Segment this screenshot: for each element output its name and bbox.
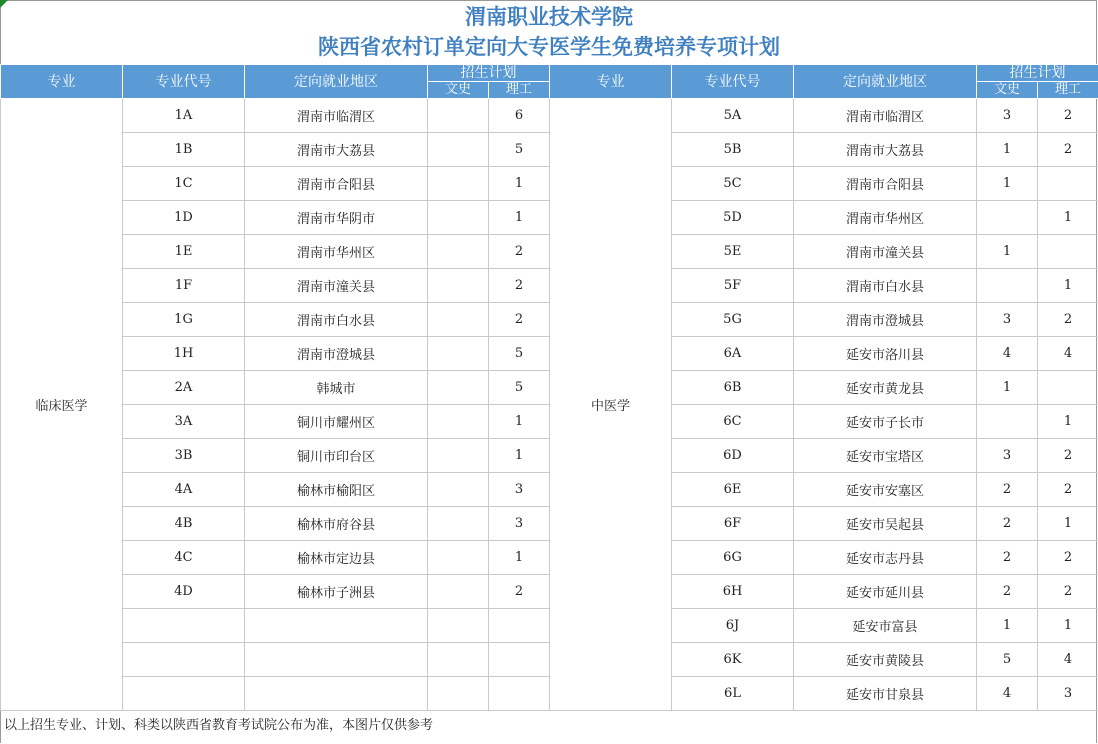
wenshi-cell (428, 541, 489, 575)
header-wenshi: 文史 (428, 82, 489, 99)
region-cell: 渭南市华州区 (794, 201, 977, 235)
ligong-cell: 1 (489, 201, 550, 235)
code-cell: 5E (672, 235, 794, 269)
region-cell: 榆林市定边县 (245, 541, 428, 575)
code-cell: 5B (672, 133, 794, 167)
ligong-cell: 5 (489, 337, 550, 371)
wenshi-cell: 1 (977, 235, 1038, 269)
code-cell: 6F (672, 507, 794, 541)
code-cell: 6C (672, 405, 794, 439)
code-cell: 6A (672, 337, 794, 371)
region-cell: 渭南市大荔县 (245, 133, 428, 167)
code-cell: 4D (123, 575, 245, 609)
region-cell (245, 609, 428, 643)
ligong-cell: 2 (1038, 575, 1098, 609)
code-cell: 2A (123, 371, 245, 405)
ligong-cell: 2 (489, 235, 550, 269)
wenshi-cell: 1 (977, 167, 1038, 201)
ligong-cell: 1 (1038, 507, 1098, 541)
wenshi-cell (428, 201, 489, 235)
code-cell (123, 609, 245, 643)
college-title: 渭南职业技术学院 (465, 4, 633, 29)
wenshi-cell: 4 (977, 677, 1038, 711)
code-cell: 1B (123, 133, 245, 167)
wenshi-cell (428, 677, 489, 711)
wenshi-cell (428, 507, 489, 541)
wenshi-cell (428, 269, 489, 303)
header-code: 专业代号 (672, 65, 794, 99)
region-cell: 延安市子长市 (794, 405, 977, 439)
wenshi-cell (428, 235, 489, 269)
header-major: 专业 (1, 65, 123, 99)
wenshi-cell: 3 (977, 303, 1038, 337)
table-row (1, 439, 1098, 473)
table-row (1, 609, 1098, 643)
ligong-cell (1038, 235, 1098, 269)
wenshi-cell (428, 303, 489, 337)
table-row (1, 507, 1098, 541)
wenshi-cell (428, 439, 489, 473)
code-cell: 6B (672, 371, 794, 405)
enrollment-plan-table (0, 64, 1098, 711)
wenshi-cell: 2 (977, 507, 1038, 541)
code-cell: 3A (123, 405, 245, 439)
code-cell: 5C (672, 167, 794, 201)
ligong-cell (489, 609, 550, 643)
region-cell: 渭南市白水县 (245, 303, 428, 337)
code-cell (123, 677, 245, 711)
wenshi-cell: 5 (977, 643, 1038, 677)
wenshi-cell: 1 (977, 609, 1038, 643)
region-cell (245, 677, 428, 711)
table-row (1, 303, 1098, 337)
code-cell: 5F (672, 269, 794, 303)
region-cell: 延安市黄龙县 (794, 371, 977, 405)
plan-table-body (1, 99, 1098, 711)
ligong-cell: 1 (489, 405, 550, 439)
table-row (1, 337, 1098, 371)
code-cell: 6L (672, 677, 794, 711)
header-code: 专业代号 (123, 65, 245, 99)
code-cell: 6E (672, 473, 794, 507)
region-cell: 渭南市华阴市 (245, 201, 428, 235)
ligong-cell: 6 (489, 99, 550, 133)
region-cell: 渭南市白水县 (794, 269, 977, 303)
region-cell: 渭南市澄城县 (794, 303, 977, 337)
ligong-cell: 1 (1038, 405, 1098, 439)
table-row (1, 133, 1098, 167)
region-cell: 铜川市印台区 (245, 439, 428, 473)
wenshi-cell: 1 (977, 371, 1038, 405)
region-cell: 渭南市潼关县 (794, 235, 977, 269)
ligong-cell: 2 (1038, 541, 1098, 575)
wenshi-cell: 1 (977, 133, 1038, 167)
region-cell: 铜川市耀州区 (245, 405, 428, 439)
table-row (1, 167, 1098, 201)
table-row (1, 99, 1098, 133)
wenshi-cell: 3 (977, 439, 1038, 473)
region-cell: 渭南市华州区 (245, 235, 428, 269)
ligong-cell: 3 (489, 507, 550, 541)
wenshi-cell (428, 473, 489, 507)
ligong-cell (1038, 371, 1098, 405)
code-cell: 6J (672, 609, 794, 643)
table-row (1, 473, 1098, 507)
code-cell: 1A (123, 99, 245, 133)
region-cell: 延安市延川县 (794, 575, 977, 609)
ligong-cell: 4 (1038, 643, 1098, 677)
region-cell: 渭南市合阳县 (245, 167, 428, 201)
wenshi-cell (428, 575, 489, 609)
ligong-cell: 2 (1038, 439, 1098, 473)
table-row (1, 677, 1098, 711)
program-title: 陕西省农村订单定向大专医学生免费培养专项计划 (318, 34, 780, 59)
ligong-cell: 3 (489, 473, 550, 507)
ligong-cell: 3 (1038, 677, 1098, 711)
header-major: 专业 (550, 65, 672, 99)
region-cell: 渭南市大荔县 (794, 133, 977, 167)
region-cell: 延安市富县 (794, 609, 977, 643)
code-cell: 6H (672, 575, 794, 609)
region-cell: 榆林市子洲县 (245, 575, 428, 609)
region-cell: 延安市吴起县 (794, 507, 977, 541)
major-cell-right: 中医学 (550, 99, 672, 711)
footer-note: 以上招生专业、计划、科类以陕西省教育考试院公布为准，本图片仅供参考 (4, 718, 434, 733)
code-cell: 5A (672, 99, 794, 133)
ligong-cell: 2 (1038, 473, 1098, 507)
header-plan: 招生计划 (428, 65, 550, 82)
wenshi-cell (428, 371, 489, 405)
wenshi-cell: 3 (977, 99, 1038, 133)
ligong-cell: 4 (1038, 337, 1098, 371)
header-ligong: 理工 (1038, 82, 1098, 99)
ligong-cell (489, 643, 550, 677)
wenshi-cell (977, 405, 1038, 439)
ligong-cell: 1 (1038, 609, 1098, 643)
region-cell: 延安市志丹县 (794, 541, 977, 575)
ligong-cell (489, 677, 550, 711)
region-cell: 延安市宝塔区 (794, 439, 977, 473)
wenshi-cell (428, 167, 489, 201)
region-cell: 延安市安塞区 (794, 473, 977, 507)
table-row (1, 201, 1098, 235)
table-row (1, 371, 1098, 405)
wenshi-cell: 2 (977, 541, 1038, 575)
wenshi-cell (428, 609, 489, 643)
ligong-cell (1038, 167, 1098, 201)
region-cell: 榆林市榆阳区 (245, 473, 428, 507)
region-cell (245, 643, 428, 677)
code-cell: 4A (123, 473, 245, 507)
region-cell: 韩城市 (245, 371, 428, 405)
code-cell: 1D (123, 201, 245, 235)
wenshi-cell (428, 337, 489, 371)
ligong-cell: 2 (1038, 99, 1098, 133)
ligong-cell: 1 (1038, 201, 1098, 235)
ligong-cell: 2 (489, 303, 550, 337)
region-cell: 延安市甘泉县 (794, 677, 977, 711)
wenshi-cell (428, 643, 489, 677)
code-cell: 3B (123, 439, 245, 473)
wenshi-cell: 2 (977, 575, 1038, 609)
region-cell: 渭南市潼关县 (245, 269, 428, 303)
major-cell-left: 临床医学 (1, 99, 123, 711)
wenshi-cell (977, 269, 1038, 303)
code-cell: 1E (123, 235, 245, 269)
wenshi-cell (428, 99, 489, 133)
code-cell: 1G (123, 303, 245, 337)
table-row (1, 405, 1098, 439)
wenshi-cell: 2 (977, 473, 1038, 507)
code-cell: 4B (123, 507, 245, 541)
ligong-cell: 2 (489, 575, 550, 609)
code-cell: 6G (672, 541, 794, 575)
header-wenshi: 文史 (977, 82, 1038, 99)
wenshi-cell: 4 (977, 337, 1038, 371)
ligong-cell: 1 (489, 167, 550, 201)
code-cell: 6K (672, 643, 794, 677)
ligong-cell: 1 (489, 439, 550, 473)
ligong-cell: 1 (489, 541, 550, 575)
header-region: 定向就业地区 (245, 65, 428, 99)
table-row (1, 643, 1098, 677)
code-cell: 1F (123, 269, 245, 303)
code-cell: 5G (672, 303, 794, 337)
region-cell: 渭南市临渭区 (245, 99, 428, 133)
table-row (1, 575, 1098, 609)
code-cell: 4C (123, 541, 245, 575)
ligong-cell: 1 (1038, 269, 1098, 303)
region-cell: 渭南市临渭区 (794, 99, 977, 133)
region-cell: 延安市洛川县 (794, 337, 977, 371)
ligong-cell: 2 (489, 269, 550, 303)
region-cell: 榆林市府谷县 (245, 507, 428, 541)
ligong-cell: 2 (1038, 133, 1098, 167)
header-plan: 招生计划 (977, 65, 1098, 82)
table-row (1, 235, 1098, 269)
region-cell: 渭南市澄城县 (245, 337, 428, 371)
header-region: 定向就业地区 (794, 65, 977, 99)
region-cell: 渭南市合阳县 (794, 167, 977, 201)
ligong-cell: 2 (1038, 303, 1098, 337)
ligong-cell: 5 (489, 371, 550, 405)
wenshi-cell (428, 133, 489, 167)
code-cell: 5D (672, 201, 794, 235)
code-cell: 1C (123, 167, 245, 201)
ligong-cell: 5 (489, 133, 550, 167)
code-cell (123, 643, 245, 677)
wenshi-cell (977, 201, 1038, 235)
code-cell: 1H (123, 337, 245, 371)
wenshi-cell (428, 405, 489, 439)
table-row (1, 541, 1098, 575)
table-row (1, 269, 1098, 303)
code-cell: 6D (672, 439, 794, 473)
region-cell: 延安市黄陵县 (794, 643, 977, 677)
header-ligong: 理工 (489, 82, 550, 99)
